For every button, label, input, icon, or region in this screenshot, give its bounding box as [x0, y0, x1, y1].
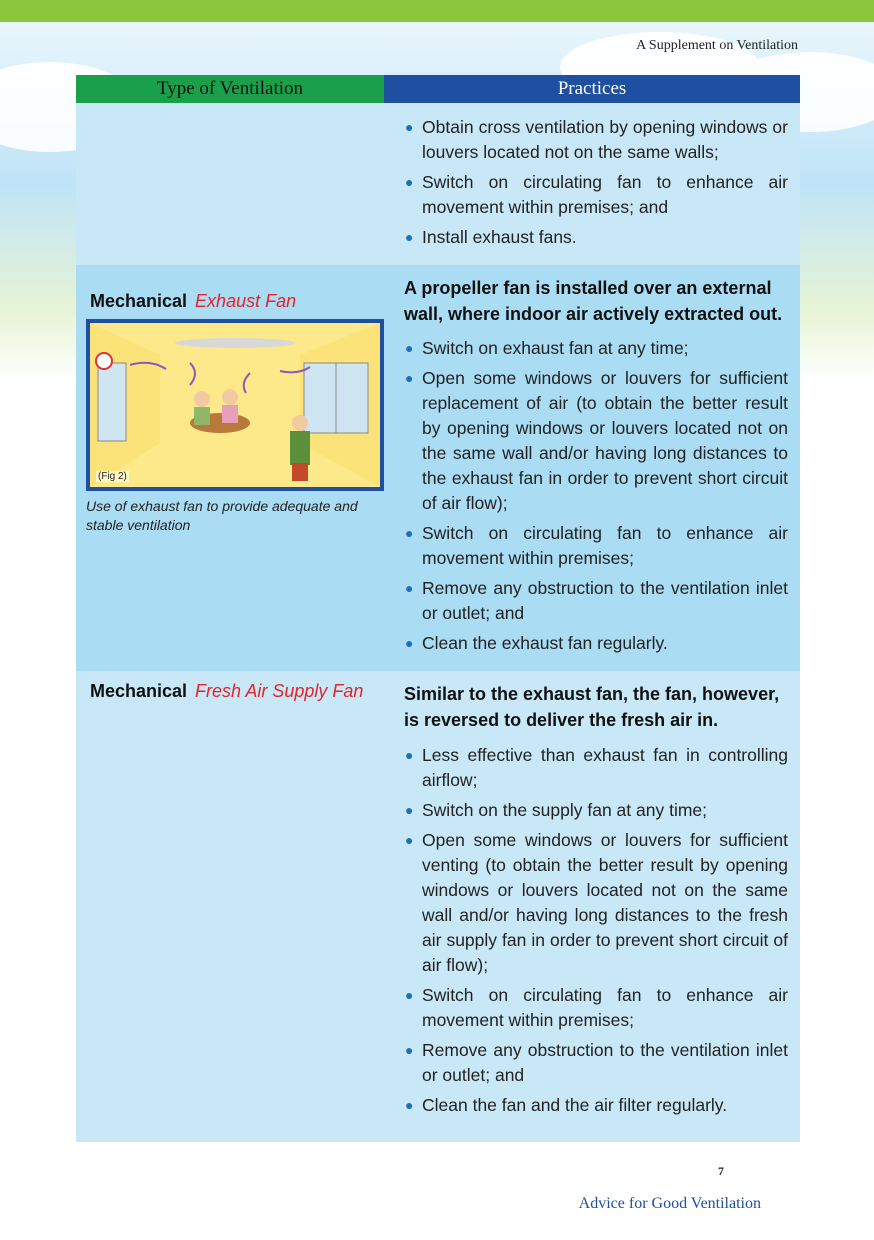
column-header-practices: Practices	[384, 75, 800, 103]
bullet-icon: ●	[405, 1042, 414, 1058]
list-item: ● Switch on circulating fan to enhance air movement within premises; and	[405, 172, 788, 217]
column-header-type: Type of Ventilation	[76, 75, 384, 103]
type-label	[90, 291, 296, 312]
bullet-icon: ●	[405, 229, 414, 245]
practice-list	[404, 115, 788, 255]
practice-lead: A propeller fan is installed over an external wall, where indoor air actively extracted out.	[404, 278, 783, 324]
top-green-bar	[0, 0, 874, 22]
type-cell	[76, 103, 384, 265]
practice-list	[404, 336, 788, 661]
list-item: ● Switch on exhaust fan at any time;	[404, 336, 788, 361]
bullet-icon: ●	[405, 802, 414, 818]
table-row	[76, 103, 800, 265]
bullet-icon: ●	[405, 1097, 414, 1113]
bullet-icon: ●	[405, 340, 414, 356]
bullet-icon: ●	[405, 987, 414, 1003]
practices-cell	[384, 671, 800, 1142]
exhaust-fan-illustration	[86, 319, 384, 491]
table-header	[76, 75, 800, 103]
table-row	[76, 265, 800, 671]
page-number: 7	[718, 1164, 724, 1178]
bullet-icon: ●	[405, 832, 414, 848]
type-cell	[76, 265, 384, 671]
bullet-icon: ●	[405, 635, 414, 651]
page-header-title: A Supplement on Ventilation	[636, 38, 798, 53]
bullet-icon: ●	[405, 370, 414, 386]
bullet-icon: ●	[405, 525, 414, 541]
type-main: Mechanical	[90, 291, 188, 311]
bullet-icon: ●	[405, 174, 414, 190]
list-item: ● Clean the exhaust fan regularly.	[404, 631, 788, 656]
type-main: Mechanical	[90, 681, 188, 701]
list-item: ● Remove any obstruction to the ventilation inlet or outlet; and	[405, 578, 788, 623]
list-item: ● Switch on circulating fan to enhance air movement within premises;	[405, 985, 788, 1030]
list-item: ● Switch on the supply fan at any time;	[404, 798, 788, 823]
practices-cell	[384, 265, 800, 671]
practices-cell	[384, 103, 800, 265]
list-item: ● Install exhaust fans.	[404, 225, 788, 250]
illustration-graphic	[90, 323, 380, 487]
figure-caption: Use of exhaust fan to provide adequate and stable ventilation	[86, 498, 358, 533]
table-row	[76, 671, 800, 1142]
ventilation-table	[76, 75, 800, 1142]
type-sub: Exhaust Fan	[195, 291, 297, 311]
figure-label: (Fig 2)	[98, 471, 127, 482]
list-item: ● Remove any obstruction to the ventilation inlet or outlet; and	[405, 1040, 788, 1085]
type-sub: Fresh Air Supply Fan	[195, 681, 364, 701]
list-item: ● Less effective than exhaust fan in controlling airflow;	[405, 745, 788, 790]
bullet-icon: ●	[405, 580, 414, 596]
list-item: ● Clean the fan and the air filter regularly.	[404, 1093, 788, 1118]
list-item: ● Switch on circulating fan to enhance air movement within premises;	[405, 523, 788, 568]
type-cell	[76, 671, 384, 1142]
type-label	[90, 681, 363, 702]
bullet-icon: ●	[405, 119, 414, 135]
practice-list	[404, 743, 788, 1123]
list-item: ● Open some windows or louvers for sufficient replacement of air (to obtain the better result by opening windows or louvers located not on the same wall and/or having long distances to the exhaust fan in order to prevent short circuit of air flow);	[405, 368, 788, 513]
bullet-icon: ●	[405, 747, 414, 763]
list-item: ● Open some windows or louvers for sufficient venting (to obtain the better result by opening windows or louvers located not on the same wall and/or having long distances to the fresh air supply fan in order to prevent short circuit of air flow);	[405, 830, 788, 975]
list-item: ● Obtain cross ventilation by opening windows or louvers located not on the same walls;	[405, 117, 788, 162]
practice-lead: Similar to the exhaust fan, the fan, however, is reversed to deliver the fresh air in.	[404, 684, 780, 730]
footer-title: Advice for Good Ventilation	[578, 1195, 761, 1212]
